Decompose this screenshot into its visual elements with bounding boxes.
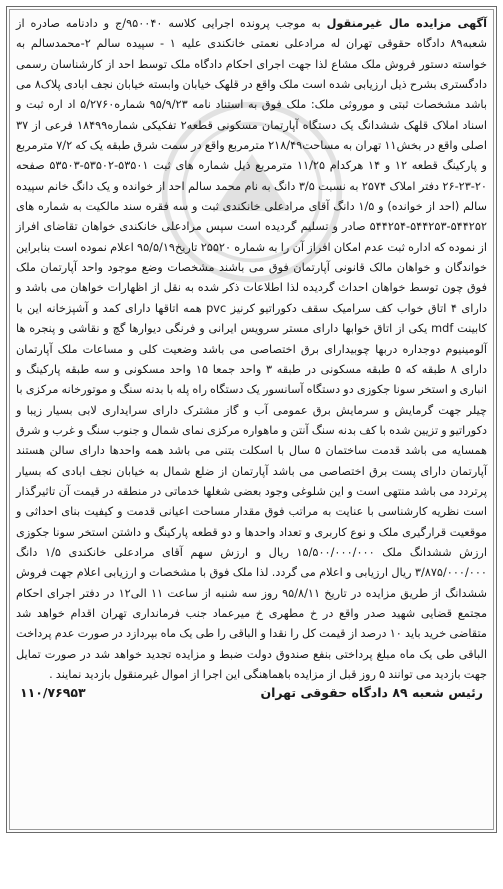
notice-body: به موجب پرونده اجرایی کلاسه ۹۵۰۰۴۰/ج و دادنامه صادره از شعبه۸۹ دادگاه حقوقی تهران له مرادعلی نعمتی خانکندی علیه ۱ - سپیده سالم ۲-محمدسالم به خواسته دستور فروش ملک مشاع لذا جهت اجرای احکام دادگاه ملک توسط احد از کارشناسان رسمی دادگستری بشرح ذیل ارزیابی شده است ملک واقع در قلهک خیابان وابسته خیابان نجف ابادی پلاک۸ می باشد مشخصات ثبتی و موروثی ملک: ملک فوق به استناد نامه ۹۵/۹/۲۳ شماره۵/۲۷۶۰ اد اره ثبت و اسناد املاک قلهک ششدانگ یک دستگاه آپارتمان مسکونی قطعه۲ تفکیکی شماره۱۸۴۹۹ فرعی از ۳۷ اصلی واقع در بخش۱۱ تهران به مساحت۲۱۸/۴۹ مترمربع واقع در سمت شرق طبقه یک که ۷/۲ مترمربع و پارکینگ قطعه ۱۲ و ۱۴ هرکدام ۱۱/۲۵ مترمربع ذیل شماره های ثبت ۵۳۵۰۱-۵۳۵۰۲-۵۳۵۰۳ صفحه ۲۰-۲۳-۲۶ دفتر املاک ۲۵۷۴ به نسبت ۳/۵ دانگ به نام محمد سالم احد از خوانده و یک دانگ خانم سپیده سالم (احد از خوانده) و ۱/۵ دانگ آقای مرادعلی خانکندی ثبت و سه فقره سند مالکیت به شماره های ۵۴۴۲۵۲-۵۴۴۲۵۳-۵۴۴۲۵۴ صادر و تسلیم گردیده است سپس مرادعلی خانکندی خواهان تقاضای افراز از نموده که اداره ثبت عدم امکان افراز آن را به شماره ۲۵۵۲۰ تاریخ۹۵/۵/۱۹ اعلام نموده است بنابراین خواندگان و خواهان مالک قانونی آپارتمان فوق می باشند مشخصات وضع موجود واحد آپارتمان ملک فوق چون توسط خواهان احداث گردیده لذا اطلاعات ذکر شده به نقل از اظهارات خواهان می باشد و دارای ۴ اتاق خواب کف سرامیک سقف دکوراتیو کرنیز pvc همه اتاقها دارای کمد و آشپزخانه این با کابینت mdf یکی از اتاق خوابها دارای مستر سرویس ایرانی و فرنگی دیوارها گچ و نقاشی و پنجره ها آلومینیوم دوجداره دربها چوبیدارای برق اختصاصی می باشد وضعیت کلی و مساعات ملک آپارتمان دارای ۸ طبقه که ۵ طبقه مسکونی در طبقه ۳ واحد جمعا ۱۵ واحد مسکونی و سه طبقه پارکینگ و انباری و استخر سونا جکوزی دو دستگاه آسانسور یک دستگاه راه پله با بدنه سنگ و موتورخانه مرکزی با چیلر جهت گرمایش و سرمایش برق عمومی آب و گاز مشترک دارای سرایداری لابی بسیار زیبا و دکوراتیو و تزیین شده با کف بدنه سنگ آنتن و ماهواره مرکزی نمای شمال و جنوب سنگ و غرب و شرق همسایه می باشد قدمت ساختمان ۵ سال با اسکلت بتنی می باشد همه واحدها دارای سالن هستند آپارتمان دارای پست برق اختصاصی می باشد آپارتمان از ضلع شمال به خیابان نجف ابادی که بسیار پرتردد می باشد منتهی است و این شلوغی وجود بعضی شغلها خدماتی در منطقه در قیمت آن تاثیرگذار است نظریه کارشناسی با عنایت به مراتب فوق مقدار مساحت اعیانی قدمت و کیفیت بنای احداثی و موقعیت قرارگیری ملک و نوع کاربری و تعداد واحدها و دو قطعه پارکینگ و داشتن استخر سونا جکوزی ارزش ششدانگ ملک ۱۵/۵۰۰/۰۰۰/۰۰۰ ریال و ارزش سهم آقای مرادعلی خانکندی ۱/۵ دانگ ۳/۸۷۵/۰۰۰/۰۰۰ ریال ارزیابی و اعلام می گردد. لذا ملک فوق با مشخصات و ارزیابی اعلام جهت فروش ششدانگ از طریق مزایده در تاریخ ۹۵/۸/۱۱ روز سه شنبه از ساعت ۱۱ الی۱۲ در دفتر اجرای احکام مجتمع قضایی شهید صدر واقع در خ مطهری خ میرعماد جنب فرمانداری تهران اقدام خواهد شد متقاضی خرید باید ۱۰ درصد از قیمت کل را نقدا و الباقی را طی یک ماه بپردازد در صورت عدم پرداخت الباقی طی یک ماه مبلغ پرداختی بنفع صندوق دولت ضبط و مزایده تجدید خواهد شد در صورت تمایل جهت بازدید می توانند ۵ روز قبل از مزایده باهماهنگی این اجرا از اموال غیرمنقول بازدید نمایند . (16, 17, 488, 681)
notice-frame (9, 9, 494, 830)
notice-text (16, 14, 487, 685)
signature-line: رئیس شعبه ۸۹ دادگاه حقوقی تهران (260, 685, 483, 701)
notice-title: آگهی مزایده مال غیرمنقول (326, 17, 487, 30)
auction-notice (6, 6, 497, 833)
notice-footer (16, 685, 487, 700)
reference-number: ۱۱۰/۷۶۹۵۳ (20, 685, 86, 701)
